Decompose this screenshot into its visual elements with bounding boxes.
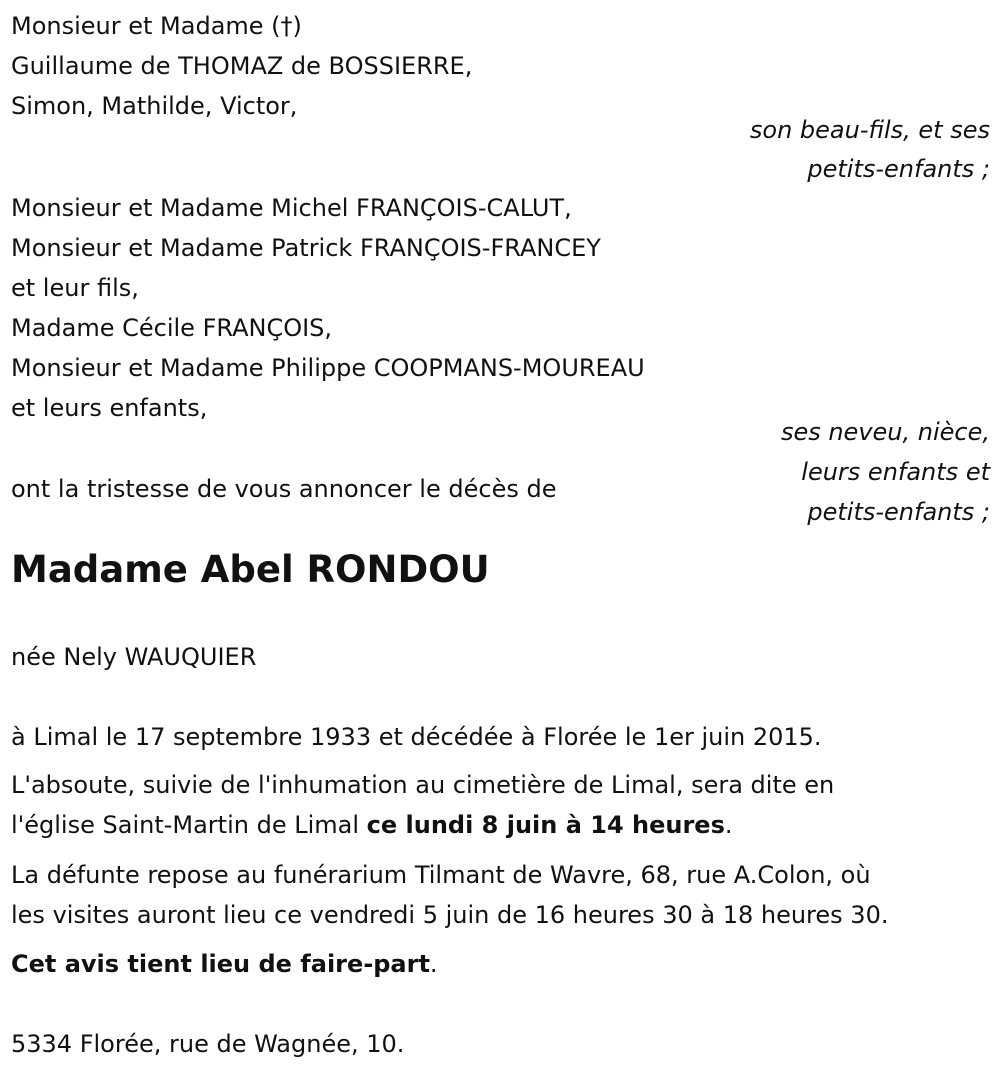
family-line: Guillaume de THOMAZ de BOSSIERRE,	[11, 52, 473, 80]
ceremony-text-line1: L'absoute, suivie de l'inhumation au cimetière de Limal, sera dite en	[11, 771, 835, 799]
family-line: et leur fils,	[11, 274, 139, 302]
relation-line: ses neveu, nièce,	[780, 418, 990, 446]
relation-line: petits-enfants ;	[807, 155, 990, 183]
born-name: née Nely WAUQUIER	[11, 643, 257, 671]
relation-line: son beau-fils, et ses	[749, 116, 990, 144]
visitation-text-line1: La défunte repose au funérarium Tilmant de Wavre, 68, rue A.Colon, où	[11, 861, 871, 889]
ceremony-text-line2	[11, 805, 733, 845]
deceased-name: Madame Abel RONDOU	[11, 548, 490, 591]
announcement-text: ont la tristesse de vous annoncer le décès de	[11, 475, 557, 503]
relation-line: leurs enfants et	[801, 458, 990, 486]
family-line: Madame Cécile FRANÇOIS,	[11, 314, 333, 342]
ceremony-suffix: .	[724, 811, 733, 839]
address-text: 5334 Florée, rue de Wagnée, 10.	[11, 1030, 405, 1058]
notice-suffix: .	[429, 950, 438, 978]
family-line: et leurs enfants,	[11, 394, 208, 422]
family-line: Monsieur et Madame Michel FRANÇOIS-CALUT,	[11, 194, 572, 222]
family-line: Simon, Mathilde, Victor,	[11, 92, 298, 120]
family-line: Monsieur et Madame Philippe COOPMANS-MOUREAU	[11, 354, 645, 382]
family-line: Monsieur et Madame Patrick FRANÇOIS-FRANCEY	[11, 234, 601, 262]
notice-line	[11, 944, 438, 984]
birth-death-text: à Limal le 17 septembre 1933 et décédée à Florée le 1er juin 2015.	[11, 723, 822, 751]
relation-line: petits-enfants ;	[807, 498, 990, 526]
notice-text: Cet avis tient lieu de faire-part	[11, 950, 430, 978]
ceremony-time: ce lundi 8 juin à 14 heures	[366, 811, 725, 839]
visitation-text-line2: les visites auront lieu ce vendredi 5 juin de 16 heures 30 à 18 heures 30.	[11, 901, 889, 929]
family-line: Monsieur et Madame (†)	[11, 12, 302, 40]
ceremony-location: l'église Saint-Martin de Limal	[11, 811, 367, 839]
